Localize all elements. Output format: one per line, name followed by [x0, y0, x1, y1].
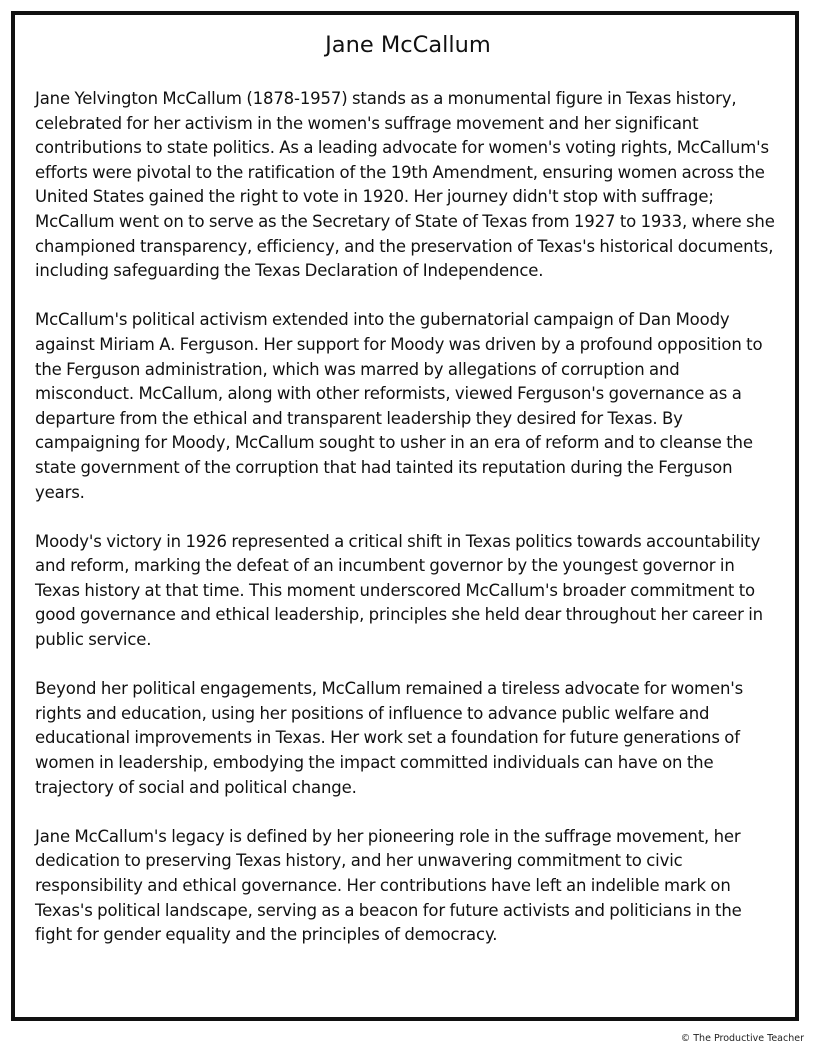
article-body	[35, 87, 781, 948]
paragraph-4: Beyond her political engagements, McCallum remained a tireless advocate for women's rights and education, using her positions of influence to advance public welfare and educational improvements in Texas. Her work set a foundation for future generations of women in leadership, embodying the impact committed individuals can have on the trajectory of social and political change.	[35, 679, 744, 797]
paragraph-2: McCallum's political activism extended into the gubernatorial campaign of Dan Moody against Miriam A. Ferguson. Her support for Moody was driven by a profound opposition to the Ferguson administration, which was marred by allegations of corruption and misconduct. McCallum, along with other reformists, viewed Ferguson's governance as a departure from the ethical and transparent leadership they desired for Texas. By campaigning for Moody, McCallum sought to usher in an era of reform and to cleanse the state government of the corruption that had tainted its reputation during the Ferguson years.	[35, 310, 763, 502]
paragraph-5: Jane McCallum's legacy is defined by her pioneering role in the suffrage movement, her dedication to preserving Texas history, and her unwavering commitment to civic responsibility and ethical governance. Her contributions have left an indelible mark on Texas's political landscape, serving as a beacon for future activists and politicians in the fight for gender equality and the principles of democracy.	[35, 826, 742, 945]
paragraph-3: Moody's victory in 1926 represented a critical shift in Texas politics towards accountability and reform, marking the defeat of an incumbent governor by the youngest governor in Texas history at that time. This moment underscored McCallum's broader commitment to good governance and ethical leadership, principles she held dear throughout her career in public service.	[35, 531, 763, 650]
copyright-notice: © The Productive Teacher	[680, 1033, 804, 1044]
paragraph-1: Jane Yelvington McCallum (1878-1957) stands as a monumental figure in Texas history, celebrated for her activism in the women's suffrage movement and her significant contributions to state politics. As a leading advocate for women's voting rights, McCallum's efforts were pivotal to the ratification of the 19th Amendment, ensuring women across the United States gained the right to vote in 1920. Her journey didn't stop with suffrage; McCallum went on to serve as the Secretary of State of Texas from 1927 to 1933, where she championed transparency, efficiency, and the preservation of Texas's historical documents, including safeguarding the Texas Declaration of Independence.	[35, 89, 775, 281]
page-title: Jane McCallum	[325, 32, 491, 58]
